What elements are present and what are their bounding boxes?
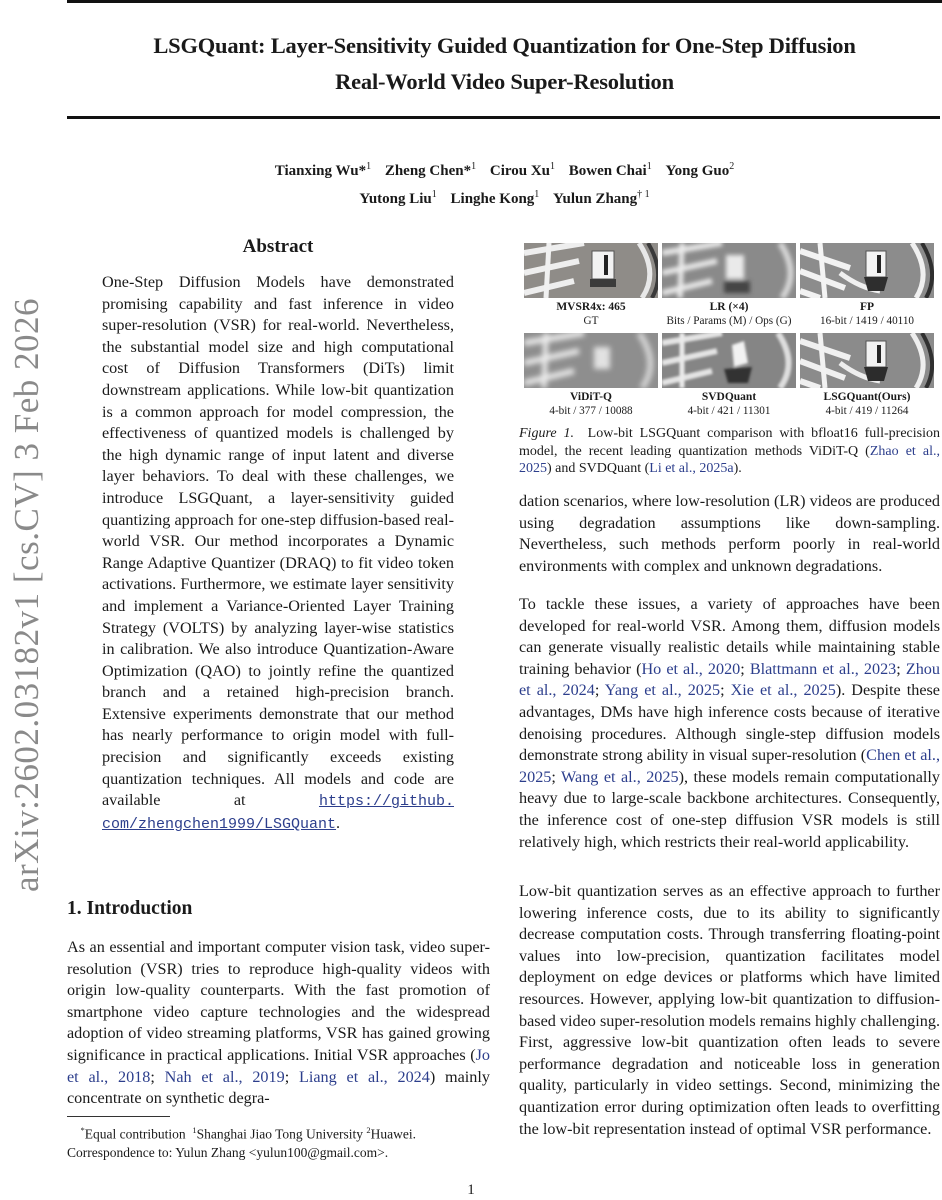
figure-1 bbox=[519, 240, 940, 420]
footnote: *Equal contribution $^1$Shanghai Jiao Tong University $^2$Huawei. Correspondence to: Yulun Zhang <yulun100@gmail.com>. bbox=[67, 1125, 417, 1160]
citation-link[interactable]: Liang et al., 2024 bbox=[298, 1067, 430, 1086]
page-number: 1 bbox=[467, 1182, 475, 1198]
tile-caption-svdquant: SVDQuant 4-bit / 421 / 11301 bbox=[687, 391, 771, 417]
figure-1-caption: Figure 1. Low-bit LSGQuant comparison with bfloat16 full-precision model, the recent leading quantization methods ViDiT-Q (Zhao et al., 2025) and SVDQuant (Li et al., 2025a). bbox=[519, 426, 940, 477]
author: Linghe Kong$^1$ bbox=[450, 189, 540, 207]
citation-link[interactable]: Nah et al., 2019 bbox=[164, 1067, 285, 1086]
image-fp bbox=[800, 243, 934, 298]
paper-title bbox=[67, 28, 942, 100]
intro-paragraph-3: Low-bit quantization serves as an effective approach to further lowering inference costs, due to its ability to significantly decrease computation costs. Through transferring floating-point values into low-precision, quantization facilitates model deployment on edge devices or platforms which have limited resources. However, applying low-bit quantization to diffusion-based video super-resolution models remains highly challenging. First, aggressive low-bit quantization often leads to severe performance degradation and noticeable loss in generation quality, particularly in video settings. Second, minimizing the quantization error during optimization often leads to overfitting the low-bit representation instead of optimal VSR performance. bbox=[519, 882, 940, 1138]
tile-caption-lr: LR (×4) Bits / Params (M) / Ops (G) bbox=[666, 301, 792, 327]
intro-paragraph-1: As an essential and important computer vision task, video super-resolution (VSR) tries to reproduce high-quality videos with origin low-quality counterparts. With the fast promotion of smartphone video capture technologies and the widespread adoption of video streaming platforms, VSR has gained growing significance in practical applications. Initial VSR approaches (Jo et al., 2018; Nah et al., 2019; Liang et al., 2024) mainly concentrate on synthetic degra- bbox=[67, 938, 490, 1108]
tile-caption-fp: FP 16-bit / 1419 / 40110 bbox=[819, 301, 915, 327]
authors-row-1 bbox=[67, 155, 942, 183]
image-lr bbox=[662, 243, 796, 298]
image-lsgquant bbox=[800, 333, 934, 388]
arxiv-stamp: arXiv:2602.03182v1 [cs.CV] 3 Feb 2026 bbox=[7, 298, 46, 893]
title-bottom-rule bbox=[67, 116, 940, 119]
tile-caption-lsgquant: LSGQuant(Ours) 4-bit / 419 / 11264 bbox=[823, 391, 911, 417]
author: Tianxing Wu*$^1$ bbox=[274, 161, 372, 179]
abstract-heading: Abstract bbox=[242, 236, 314, 257]
author: Cirou Xu$^1$ bbox=[489, 161, 556, 179]
code-link[interactable]: https://github.com/zhengchen1999/LSGQuant bbox=[102, 793, 454, 833]
footnote-rule bbox=[67, 1116, 170, 1117]
image-gt bbox=[524, 243, 658, 298]
citation-link[interactable]: Zhou et al., 2024 bbox=[519, 659, 940, 700]
title-top-rule bbox=[67, 0, 942, 3]
author: Bowen Chai$^1$ bbox=[568, 161, 652, 179]
tile-caption-viditq: ViDiT-Q 4-bit / 377 / 10088 bbox=[549, 391, 633, 417]
citation-link[interactable]: Chen et al., 2025 bbox=[519, 746, 940, 786]
author: Yutong Liu$^1$ bbox=[359, 189, 437, 207]
author-list bbox=[67, 155, 942, 211]
author: Yong Guo$^2$ bbox=[665, 161, 735, 179]
intro-paragraph-1-continued: dation scenarios, where low-resolution (LR) videos are produced using degradation assumptions like down-sampling. Nevertheless, such methods perform poorly in real-world environments with complex and unknown degradations. bbox=[519, 492, 940, 575]
section-heading-introduction: 1. Introduction bbox=[67, 898, 193, 919]
citation-link[interactable]: Zhao et al., 2025 bbox=[519, 443, 940, 477]
author: Yulun Zhang$^{\dagger 1}$ bbox=[553, 189, 650, 207]
author: Zheng Chen*$^1$ bbox=[384, 161, 477, 179]
citation-link[interactable]: Li et al., 2025a bbox=[649, 461, 734, 477]
citation-link[interactable]: Ho et al., 2020 bbox=[641, 659, 741, 678]
abstract-body: One-Step Diffusion Models have demonstrated promising capability and fast inference in video super-resolution (VSR) for real-world. Nevertheless, the substantial model size and high computational cost of Diffusion Transformers (DiTs) limit downstream applications. While low-bit quantization is a common approach for model compression, the effectiveness of quantized models is challenged by the high dynamic range of input latent and diverse layer behaviors. To deal with these challenges, we introduce LSGQuant, a layer-sensitivity guided quantizing approach for one-step diffusion-based real-world VSR. Our method incorporates a Dynamic Range Adaptive Quantizer (DRAQ) to fit video token activations. Furthermore, we estimate layer sensitivity and implement a Variance-Oriented Layer Training Strategy (VOLTS) by analyzing layer-wise statistics in calibration. We also introduce Quantization-Aware Optimization (QAO) to jointly refine the quantized branch and a retained high-precision branch. Extensive experiments demonstrate that our method has nearly performance to origin model with full-precision and significantly exceeds existing quantization techniques. All models and code are available at https://github.com/zhengchen1999/LSGQuant. bbox=[102, 273, 454, 833]
citation-link[interactable]: Wang et al., 2025 bbox=[561, 767, 679, 786]
intro-paragraph-2: To tackle these issues, a variety of approaches have been developed for real-world VSR. Among them, diffusion models can generate visually realistic details while maintaining stable training behavior (Ho et al., 2020; Blattmann et al., 2023; Zhou et al., 2024; Yang et al., 2025; Xie et al., 2025). Despite these advantages, DMs have high inference costs because of iterative denoising procedures. Although single-step diffusion models demonstrate strong ability in visual super-resolution (Chen et al., 2025; Wang et al., 2025), these models remain computationally heavy due to large-scale backbone architectures. Consequently, the inference cost of one-step diffusion VSR models is still relatively high, which restricts their real-world applicability. bbox=[519, 595, 940, 851]
title-line-1: LSGQuant: Layer-Sensitivity Guided Quantization for One-Step Diffusion bbox=[153, 33, 856, 58]
image-viditq bbox=[524, 333, 658, 388]
tile-caption-gt: MVSR4x: 465 GT bbox=[556, 301, 626, 327]
citation-link[interactable]: Yang et al., 2025 bbox=[604, 681, 721, 700]
figure-1-grid bbox=[519, 240, 940, 420]
image-svdquant bbox=[662, 333, 796, 388]
authors-row-2 bbox=[67, 183, 942, 211]
citation-link[interactable]: Jo et al., 2018 bbox=[67, 1045, 490, 1086]
title-line-2: Real-World Video Super-Resolution bbox=[335, 69, 674, 94]
citation-link[interactable]: Blattmann et al., 2023 bbox=[749, 659, 897, 678]
citation-link[interactable]: Xie et al., 2025 bbox=[730, 681, 836, 700]
